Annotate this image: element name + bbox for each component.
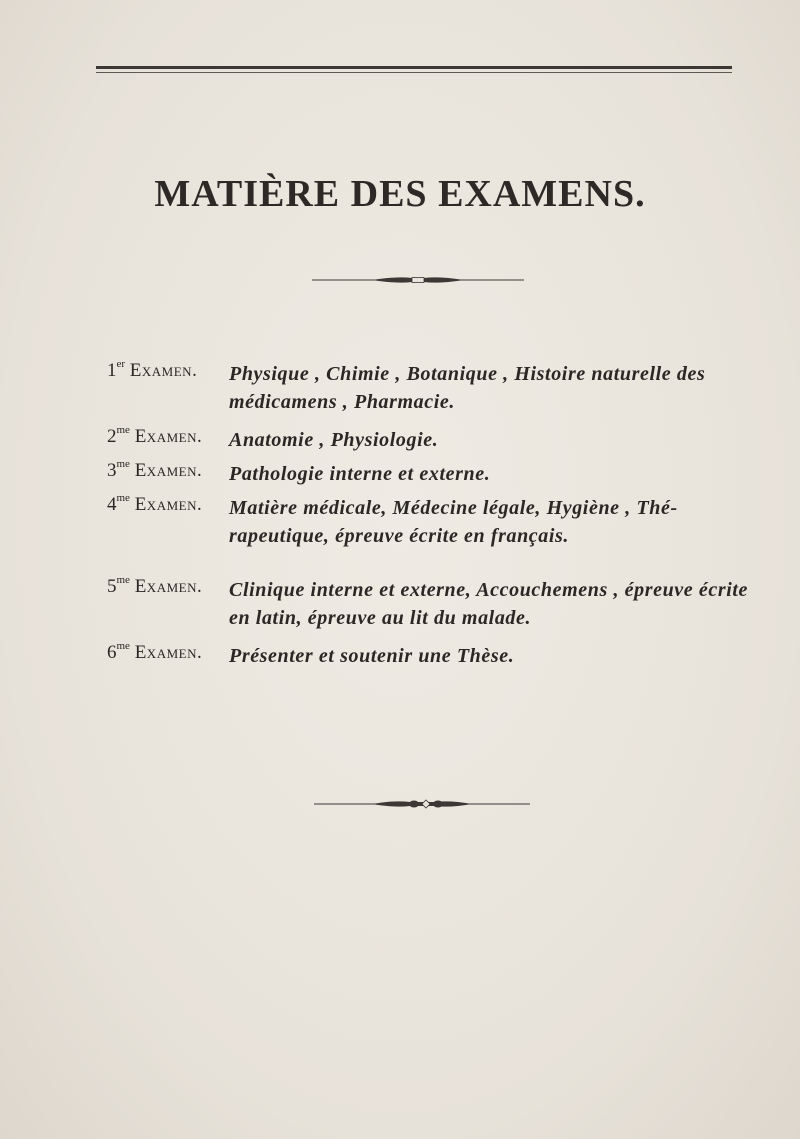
exam-number: 1er Examen. [107,358,198,381]
ornament-divider-bottom [314,797,530,811]
exam-number: $2^{me}$ Examen. [107,424,203,447]
exam-subjects: Anatomie , Physiologie. [229,429,439,451]
exam-subjects: Clinique interne et externe, Accouchemens , épreuve écrite en latin, épreuve au lit du malade. [229,579,748,629]
top-double-rule [96,66,732,76]
exam-subjects: Pathologie interne et externe. [229,463,491,485]
exam-number: $4^{me}$ Examen. [107,492,203,515]
exam-number: $6^{me}$ Examen. [107,640,203,663]
exam-subjects: Présenter et soutenir une Thèse. [229,645,515,667]
exam-number: $5^{me}$ Examen. [107,574,203,597]
page-title: MATIÈRE DES EXAMENS. [154,173,646,215]
exam-subjects: Matière médicale, Médecine légale, Hygiène , Thé-rapeutique, épreuve écrite en français. [229,497,678,547]
ornament-divider-top [312,274,524,286]
exam-subjects: Physique , Chimie , Botanique , Histoire naturelle des médicamens , Pharmacie. [229,363,706,413]
exam-number: $3^{me}$ Examen. [107,458,203,481]
